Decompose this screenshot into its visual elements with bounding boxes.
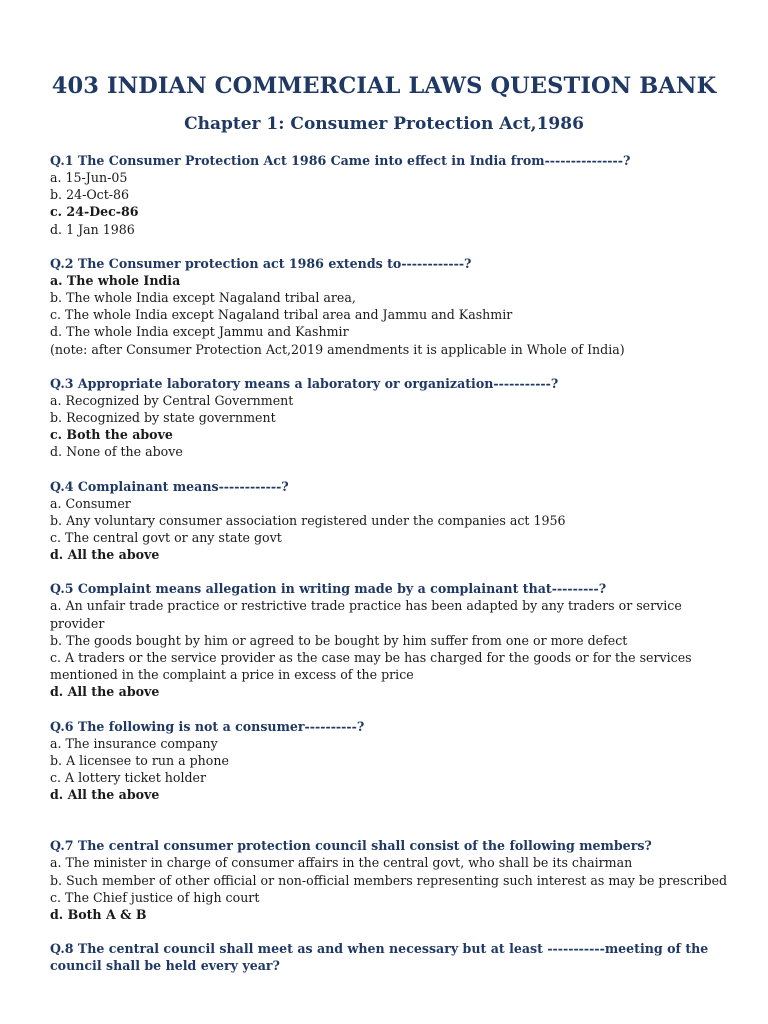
option: b. Any voluntary consumer association registered under the companies act 1956 [50,512,566,528]
option: b. The whole India except Nagaland tribal area, [50,290,356,306]
question-note: (note: after Consumer Protection Act,2019 amendments it is applicable in Whole of India) [50,341,625,357]
answer-option: d. Both A & B [50,907,147,923]
question-block [50,940,728,974]
option: c. A lottery ticket holder [50,770,207,786]
chapter-heading: Chapter 1: Consumer Protection Act,1986 [184,114,584,134]
question-block [50,255,728,358]
answer-option: d. All the above [50,547,160,563]
answer-option: d. All the above [50,684,160,700]
question-block [50,718,728,804]
option: a. An unfair trade practice or restrictive trade practice has been adapted by any traders or service provider [50,598,682,631]
question-text: Q.8 The central council shall meet as and when necessary but at least -----------meeting of the council shall be held every year? [50,941,709,974]
question-text: Q.6 The following is not a consumer----------? [50,718,365,734]
question-block [50,580,728,700]
answer-option: c. 24-Dec-86 [50,204,139,220]
option: b. Recognized by state government [50,410,276,426]
question-block [50,375,728,461]
option: c. A traders or the service provider as the case may be has charged for the goods or for the services mentioned in the complaint a price in excess of the price [50,650,692,683]
question-list [50,152,728,991]
option: d. 1 Jan 1986 [50,221,135,237]
option: c. The central govt or any state govt [50,530,282,546]
option: d. The whole India except Jammu and Kashmir [50,324,349,340]
question-block [50,478,728,564]
option: b. A licensee to run a phone [50,752,229,768]
question-text: Q.2 The Consumer protection act 1986 extends to------------? [50,255,472,271]
option: b. 24-Oct-86 [50,187,130,203]
option: a. The insurance company [50,735,218,751]
option: c. The Chief justice of high court [50,889,260,905]
question-text: Q.7 The central consumer protection council shall consist of the following members? [50,838,652,854]
question-text: Q.4 Complainant means------------? [50,478,289,494]
option: a. Consumer [50,495,131,511]
option: c. The whole India except Nagaland tribal area and Jammu and Kashmir [50,307,513,323]
question-block [50,837,728,923]
option: b. Such member of other official or non-official members representing such interest as may be prescribed [50,872,728,888]
option: d. None of the above [50,444,183,460]
question-text: Q.3 Appropriate laboratory means a laboratory or organization-----------? [50,375,559,391]
option: a. 15-Jun-05 [50,170,128,185]
question-block [50,152,728,238]
question-text: Q.5 Complaint means allegation in writing made by a complainant that---------? [50,581,607,597]
option: b. The goods bought by him or agreed to be bought by him suffer from one or more defect [50,632,628,648]
question-text: Q.1 The Consumer Protection Act 1986 Came into effect in India from---------------? [50,153,631,168]
option: a. Recognized by Central Government [50,392,294,408]
answer-option: a. The whole India [50,272,181,288]
document-title: 403 INDIAN COMMERCIAL LAWS QUESTION BANK [51,73,717,99]
option: a. The minister in charge of consumer affairs in the central govt, who shall be its chairman [50,855,633,871]
answer-option: c. Both the above [50,427,173,443]
answer-option: d. All the above [50,787,160,803]
